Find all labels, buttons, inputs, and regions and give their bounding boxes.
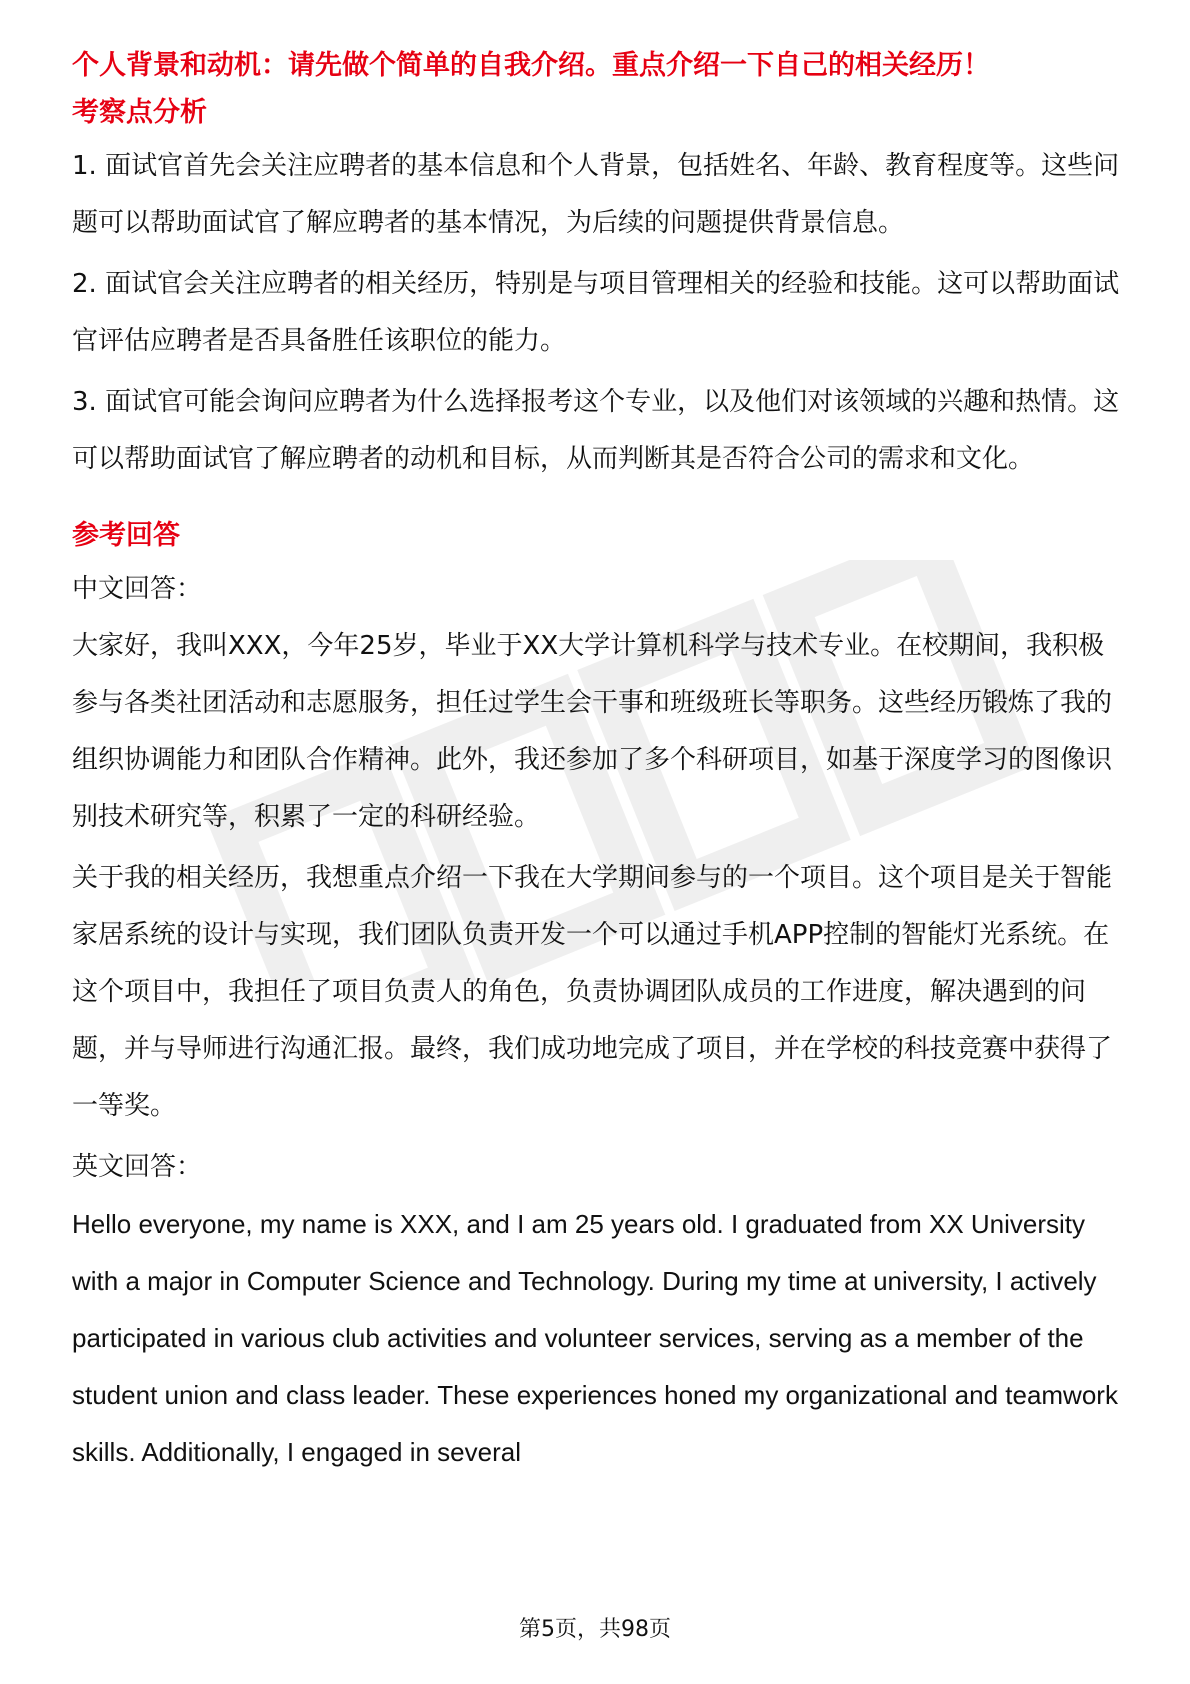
analysis-point: 1. 面试官首先会关注应聘者的基本信息和个人背景，包括姓名、年龄、教育程度等。这些问题可以帮助面试官了解应聘者的基本情况，为后续的问题提供背景信息。 [72,151,1120,239]
analysis-heading: 考察点分析 [72,97,207,129]
chinese-answer-paragraph: 关于我的相关经历，我想重点介绍一下我在大学期间参与的一个项目。这个项目是关于智能家居系统的设计与实现，我们团队负责开发一个可以通过手机APP控制的智能灯光系统。在这个项目中，我担任了项目负责人的角色，负责协调团队成员的工作进度，解决遇到的问题，并与导师进行沟通汇报。最终，我们成功地完成了项目，并在学校的科技竞赛中获得了一等奖。 [72,863,1113,1122]
english-answer-paragraph: Hello everyone, my name is XXX, and I am 25 years old. I graduated from XX University with a major in Computer Science and Technology. During my time at university, I actively participated in various club activities and volunteer services, serving as a member of the student union and class leader. These experiences honed my organizational and teamwork skills. Additionally, I engaged in several [72,1209,1118,1468]
answer-heading: 参考回答 [72,520,180,552]
english-answer-label: 英文回答： [72,1152,203,1183]
chinese-answer-label: 中文回答： [72,574,203,605]
analysis-point: 3. 面试官可能会询问应聘者为什么选择报考这个专业，以及他们对该领域的兴趣和热情。这可以帮助面试官了解应聘者的动机和目标，从而判断其是否符合公司的需求和文化。 [72,387,1120,475]
question-title: 个人背景和动机：请先做个简单的自我介绍。重点介绍一下自己的相关经历！ [72,50,990,81]
document-page [72,48,1122,1485]
analysis-point: 2. 面试官会关注应聘者的相关经历，特别是与项目管理相关的经验和技能。这可以帮助面试官评估应聘者是否具备胜任该职位的能力。 [72,269,1120,357]
chinese-answer-paragraph: 大家好，我叫XXX，今年25岁，毕业于XX大学计算机科学与技术专业。在校期间，我积极参与各类社团活动和志愿服务，担任过学生会干事和班级班长等职务。这些经历锻炼了我的组织协调能力和团队合作精神。此外，我还参加了多个科研项目，如基于深度学习的图像识别技术研究等，积累了一定的科研经验。 [72,631,1113,833]
page-number: 第5页，共98页 [519,1617,671,1642]
